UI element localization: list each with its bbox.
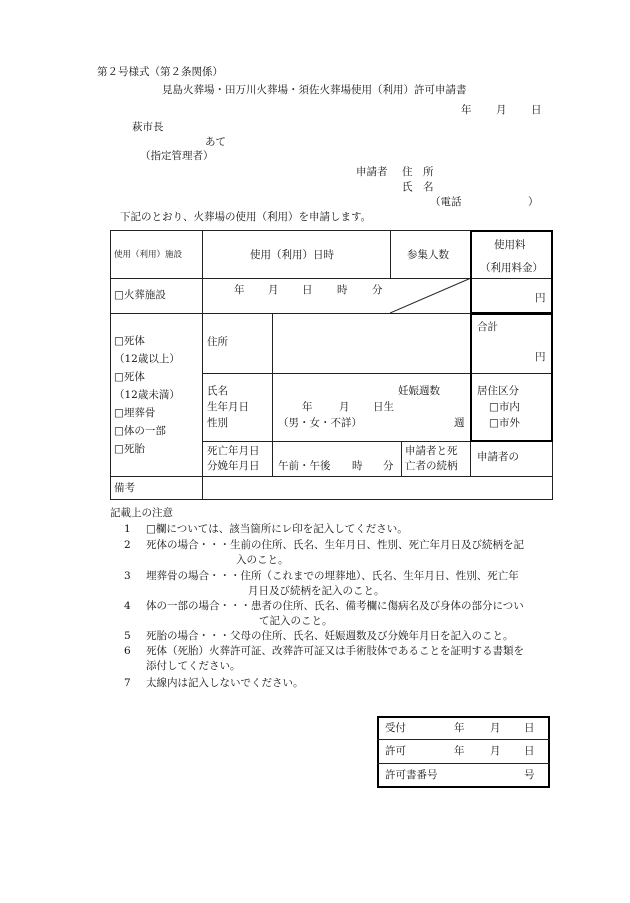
dt-day: 日	[302, 284, 313, 296]
date-day: 日	[531, 104, 542, 116]
attendees-diagonal	[390, 278, 472, 314]
date-year: 年	[461, 104, 472, 116]
gestation-weeks: 週	[454, 417, 465, 429]
name-label: 氏名	[207, 385, 228, 397]
vrule-attendees	[390, 230, 391, 278]
office-permitted-year: 年	[454, 745, 465, 757]
type-bones-checkbox[interactable]: □埋葬骨	[114, 407, 156, 419]
ampm-options: 午前・午後	[278, 460, 331, 472]
relation-label-2: 亡者の続柄	[405, 460, 458, 472]
type-corpse-checkbox[interactable]: □死体	[114, 335, 145, 347]
form-number: 第２号様式（第２条関係）	[97, 66, 223, 78]
applicant-address-label: 住 所	[402, 166, 434, 178]
sex-label: 性別	[207, 417, 228, 429]
date-month: 月	[496, 104, 507, 116]
office-permitted-day: 日	[524, 745, 535, 757]
birth-month: 月	[339, 401, 350, 413]
notes-heading: 記載上の注意	[110, 507, 173, 519]
dt-year: 年	[234, 284, 245, 296]
applicant-name-label: 氏 名	[402, 181, 434, 193]
vrule-facility	[202, 230, 203, 500]
office-rule-2	[377, 763, 550, 764]
applicant-label: 申請者	[356, 166, 388, 178]
death-date-label: 死亡年月日	[207, 445, 260, 457]
note-6: 6 死体（死胎）火葬許可証、改葬許可証又は手術肢体であることを証明する書類を	[124, 645, 524, 657]
rule-remarks	[110, 476, 553, 477]
note-3-cont: 月日及び続柄を記入のこと。	[248, 585, 385, 597]
type-corpse-child-checkbox[interactable]: □死体	[114, 371, 145, 383]
birth-year: 年	[302, 401, 313, 413]
office-received-day: 日	[524, 722, 535, 734]
addressee-manager: （指定管理者）	[140, 150, 214, 162]
death-minute: 分	[383, 460, 394, 472]
gestation-label: 妊娠週数	[398, 385, 440, 397]
total-yen: 円	[535, 351, 546, 363]
office-received-month: 月	[490, 722, 501, 734]
birthdate-label: 生年月日	[207, 401, 249, 413]
vrule-relation-left	[401, 441, 402, 476]
note-6-cont: 添付してください。	[146, 660, 241, 672]
birth-day: 日生	[373, 401, 394, 413]
death-hour: 時	[352, 460, 363, 472]
delivery-date-label: 分娩年月日	[207, 460, 260, 472]
applicant-of-label: 申請者の	[477, 451, 519, 463]
dt-hour: 時	[337, 284, 348, 296]
type-body-part-checkbox[interactable]: □体の一部	[114, 425, 166, 437]
type-corpse-age-12-plus: （12歳以上）	[114, 353, 180, 365]
office-received: 受付	[385, 722, 406, 734]
col-facility: 使用（利用）施設	[114, 250, 183, 260]
residence-city-out-checkbox[interactable]: □市外	[489, 417, 520, 429]
col-fee-sub: （利用料金）	[480, 262, 543, 274]
note-4-cont: て記入のこと。	[259, 615, 333, 627]
note-3: 3 埋葬骨の場合・・・住所（これまでの埋葬地）、氏名、生年月日、性別、死亡年	[124, 570, 519, 582]
note-7: 7 太線内は記入しないでください。	[124, 677, 304, 689]
facility-checkbox[interactable]: □火葬施設	[114, 289, 166, 301]
sex-options: （男・女・不詳）	[278, 417, 362, 429]
address-label: 住所	[207, 336, 228, 348]
type-corpse-age-under-12: （12歳未満）	[114, 389, 180, 401]
note-2: 2 死体の場合・・・生前の住所、氏名、生年月日、性別、死亡年月日及び続柄を記	[124, 539, 524, 551]
relation-label-1: 申請者と死	[405, 445, 458, 457]
total-label: 合計	[477, 321, 498, 333]
note-5: 5 死胎の場合・・・父母の住所、氏名、妊娠週数及び分娩年月日を記入のこと。	[124, 630, 514, 642]
note-2-cont: 入のこと。	[236, 554, 289, 566]
dt-minute: 分	[372, 284, 383, 296]
office-permitted-month: 月	[490, 745, 501, 757]
vrule-inner-left	[272, 313, 273, 476]
addressee-ate: あて	[205, 136, 226, 148]
dt-month: 月	[268, 284, 279, 296]
intro-text: 下記のとおり、火葬場の使用（利用）を申請します。	[120, 211, 372, 223]
office-rule-1	[377, 739, 550, 740]
note-4: 4 体の一部の場合・・・患者の住所、氏名、備考欄に傷病名及び身体の部分につい	[124, 600, 524, 612]
residence-city-in-checkbox[interactable]: □市内	[489, 401, 520, 413]
office-permitted: 許可	[385, 745, 406, 757]
residence-label: 居住区分	[477, 385, 519, 397]
office-permit-number: 許可書番号	[385, 769, 438, 781]
remarks-label: 備考	[114, 482, 135, 494]
col-datetime: 使用（利用）日時	[250, 249, 334, 261]
addressee-mayor: 萩市長	[132, 121, 164, 133]
vrule-relation-right	[470, 441, 471, 476]
col-fee: 使用料	[494, 239, 526, 251]
fee-yen: 円	[535, 292, 546, 304]
col-attendees: 参集人数	[407, 249, 449, 261]
applicant-phone-open: （電話	[430, 196, 462, 208]
applicant-phone-close: ）	[528, 196, 539, 208]
note-1: 1 □欄については、該当箇所にレ印を記入してください。	[124, 523, 408, 535]
office-received-year: 年	[454, 722, 465, 734]
form-title: 見島火葬場・田万川火葬場・須佐火葬場使用（利用）許可申請書	[162, 84, 467, 96]
type-stillbirth-checkbox[interactable]: □死胎	[114, 443, 145, 455]
office-permit-go: 号	[524, 769, 535, 781]
